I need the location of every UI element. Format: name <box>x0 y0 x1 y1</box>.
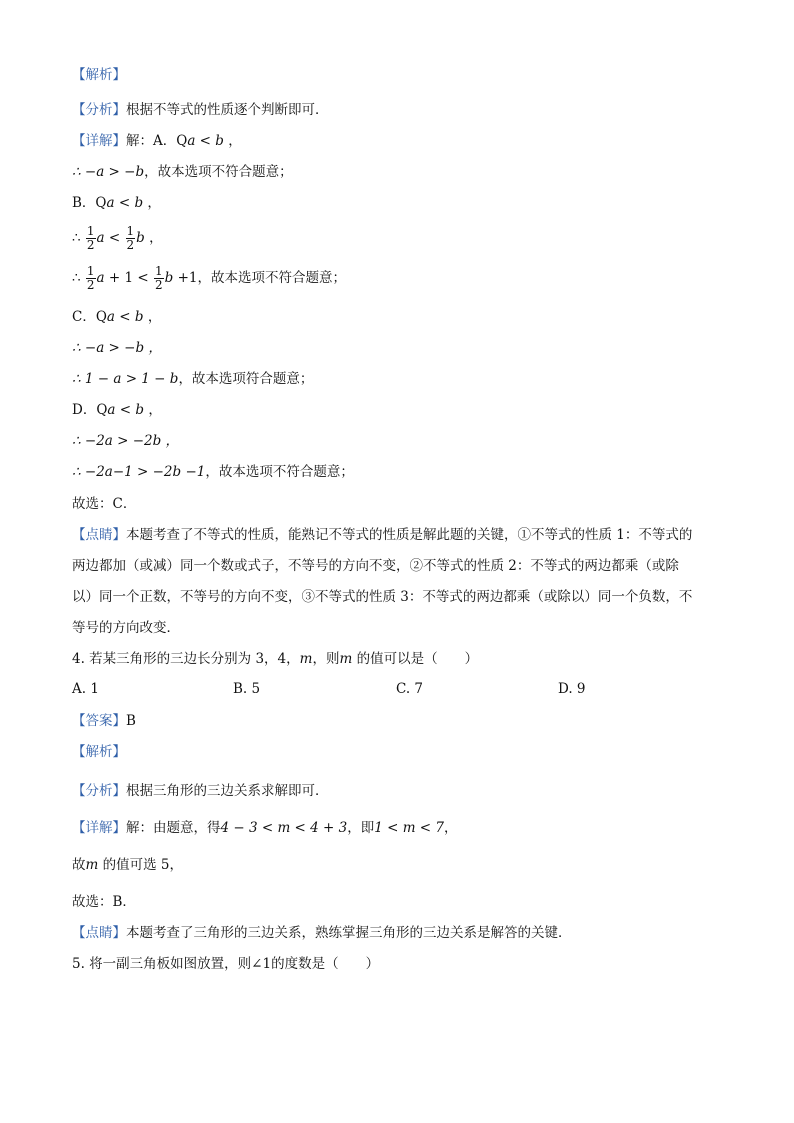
fenxi-text: 根据三角形的三边关系求解即可． <box>126 783 329 799</box>
q4-jiexi-heading: 【解析】 <box>72 744 126 760</box>
xiangjie-text: ， <box>444 820 458 836</box>
lt-sign: < <box>114 195 135 211</box>
var-b: b <box>134 309 144 325</box>
q4-answer-line <box>72 712 136 730</box>
plus-one: + 1 <box>104 270 134 286</box>
q4-option-d: D. 9 <box>558 681 586 697</box>
dianjing-text: 本题考查了三角形的三边关系，熟练掌握三角形的三边关系是解答的关键． <box>126 925 572 941</box>
step-line-7: ∴ −a > −b ， <box>72 340 162 356</box>
q4-gu-line <box>72 856 183 874</box>
question-5-stem: 5. 将一副三角板如图放置，则∠1的度数是（ ） <box>72 956 380 972</box>
dianjing-line-4: 等号的方向改变． <box>72 620 180 636</box>
step-line-5 <box>72 262 346 294</box>
step-line-3 <box>72 194 161 212</box>
q4-option-c: C. 7 <box>396 681 424 697</box>
math-expr: 1 < m < 7 <box>374 820 445 836</box>
xiangjie-tag: 【详解】 <box>72 133 126 149</box>
comma: ， <box>223 133 242 149</box>
xiangjie-text: 解：由题意，得 <box>126 820 221 836</box>
xiangjie-line-1 <box>72 132 242 150</box>
var-b: b <box>215 133 224 149</box>
math-expr: 4 − 3 < m < 4 + 3 <box>220 820 348 836</box>
stem-part: 的值可以是（ ） <box>352 651 479 667</box>
therefore-sign: ∴ <box>72 270 85 286</box>
dianjing-line-2: 两边都加（或减）同一个数或式子，不等号的方向不变，②不等式的性质 2：不等式的两边都乘（或除 <box>72 558 679 574</box>
step-line-2 <box>72 163 293 181</box>
option-c-label: C．Q <box>72 309 107 325</box>
q4-option-b: B. 5 <box>233 681 261 697</box>
daan-tag: 【答案】 <box>72 713 126 729</box>
xiangjie-tag: 【详解】 <box>72 820 126 836</box>
comma: ， <box>144 230 163 246</box>
daan-value: B <box>126 713 136 729</box>
step-tail: ，故本选项不符合题意； <box>197 270 346 286</box>
step-line-11 <box>72 463 354 481</box>
gu-text: 故 <box>72 857 86 873</box>
var-a: a <box>96 230 105 246</box>
step-line-4 <box>72 222 163 254</box>
xiangjie-text-a: 解：A．Q <box>126 133 188 149</box>
q4-xiangjie-line <box>72 819 458 837</box>
step-tail: ，故本选项不符合题意； <box>205 464 354 480</box>
math-expr: ∴ −2a−1 > −2b −1 <box>72 464 206 480</box>
fraction-half: $\frac{1}{2}$ <box>126 224 135 252</box>
lt-sign: < <box>133 270 153 286</box>
lt-sign: < <box>195 133 216 149</box>
jiexi-heading: 【解析】 <box>72 67 126 83</box>
lt-sign: < <box>114 309 135 325</box>
q4-conclusion: 故选：B． <box>72 894 136 910</box>
var-m: m <box>85 857 99 873</box>
var-a: a <box>107 402 116 418</box>
var-b: b <box>134 195 144 211</box>
xiangjie-text: ，即 <box>347 820 375 836</box>
var-b: b <box>136 230 145 246</box>
comma: ， <box>143 195 161 211</box>
fraction-half: $\frac{1}{2}$ <box>154 264 163 292</box>
lt-sign: < <box>104 230 125 246</box>
fenxi-tag: 【分析】 <box>72 783 126 799</box>
conclusion-line: 故选：C． <box>72 496 137 512</box>
dianjing-tag: 【点睛】 <box>72 527 126 543</box>
stem-part: 4. 若某三角形的三边长分别为 3，4， <box>72 651 300 667</box>
dianjing-line-1 <box>72 526 692 544</box>
fenxi-tag: 【分析】 <box>72 102 126 118</box>
step-tail: ，故本选项符合题意； <box>178 371 314 387</box>
var-a: a <box>106 309 115 325</box>
step-line-8 <box>72 370 313 388</box>
math-expr: ∴ −a > −b <box>72 164 145 180</box>
option-d-label: D．Q <box>72 402 108 418</box>
q4-fenxi-line <box>72 782 329 800</box>
comma: ， <box>143 309 162 325</box>
var-b: b <box>164 270 174 286</box>
step-line-6 <box>72 308 161 326</box>
dianjing-line-3: 以）同一个正数，不等号的方向不变，③不等式的性质 3：不等式的两边都乘（或除以）同一个负数，不 <box>72 589 693 605</box>
var-a: a <box>96 270 105 286</box>
lt-sign: < <box>115 402 136 418</box>
fraction-half: $\frac{1}{2}$ <box>86 224 95 252</box>
therefore-sign: ∴ <box>72 230 85 246</box>
comma: ， <box>144 402 162 418</box>
dianjing-tag: 【点睛】 <box>72 925 126 941</box>
var-a: a <box>187 133 196 149</box>
gu-text: 的值可选 5， <box>98 857 183 873</box>
var-a: a <box>106 195 115 211</box>
option-b-label: B．Q <box>72 195 107 211</box>
plus-one: +1 <box>173 270 198 286</box>
step-tail: ，故本选项不符合题意； <box>144 164 293 180</box>
stem-part: ，则 <box>312 651 340 667</box>
step-line-9 <box>72 401 162 419</box>
q4-option-a: A. 1 <box>72 681 99 697</box>
fenxi-line <box>72 101 329 119</box>
var-m: m <box>339 651 353 667</box>
dianjing-text: 本题考查了不等式的性质，能熟记不等式的性质是解此题的关键，①不等式的性质 1：不等式的 <box>126 527 693 543</box>
q4-dianjing-line <box>72 924 572 942</box>
var-m: m <box>299 651 313 667</box>
step-line-10: ∴ −2a > −2b ， <box>72 433 180 449</box>
math-expr: ∴ 1 − a > 1 − b <box>72 371 179 387</box>
fenxi-text: 根据不等式的性质逐个判断即可． <box>126 102 329 118</box>
var-b: b <box>135 402 145 418</box>
fraction-half: $\frac{1}{2}$ <box>86 264 95 292</box>
question-4-stem <box>72 650 478 668</box>
